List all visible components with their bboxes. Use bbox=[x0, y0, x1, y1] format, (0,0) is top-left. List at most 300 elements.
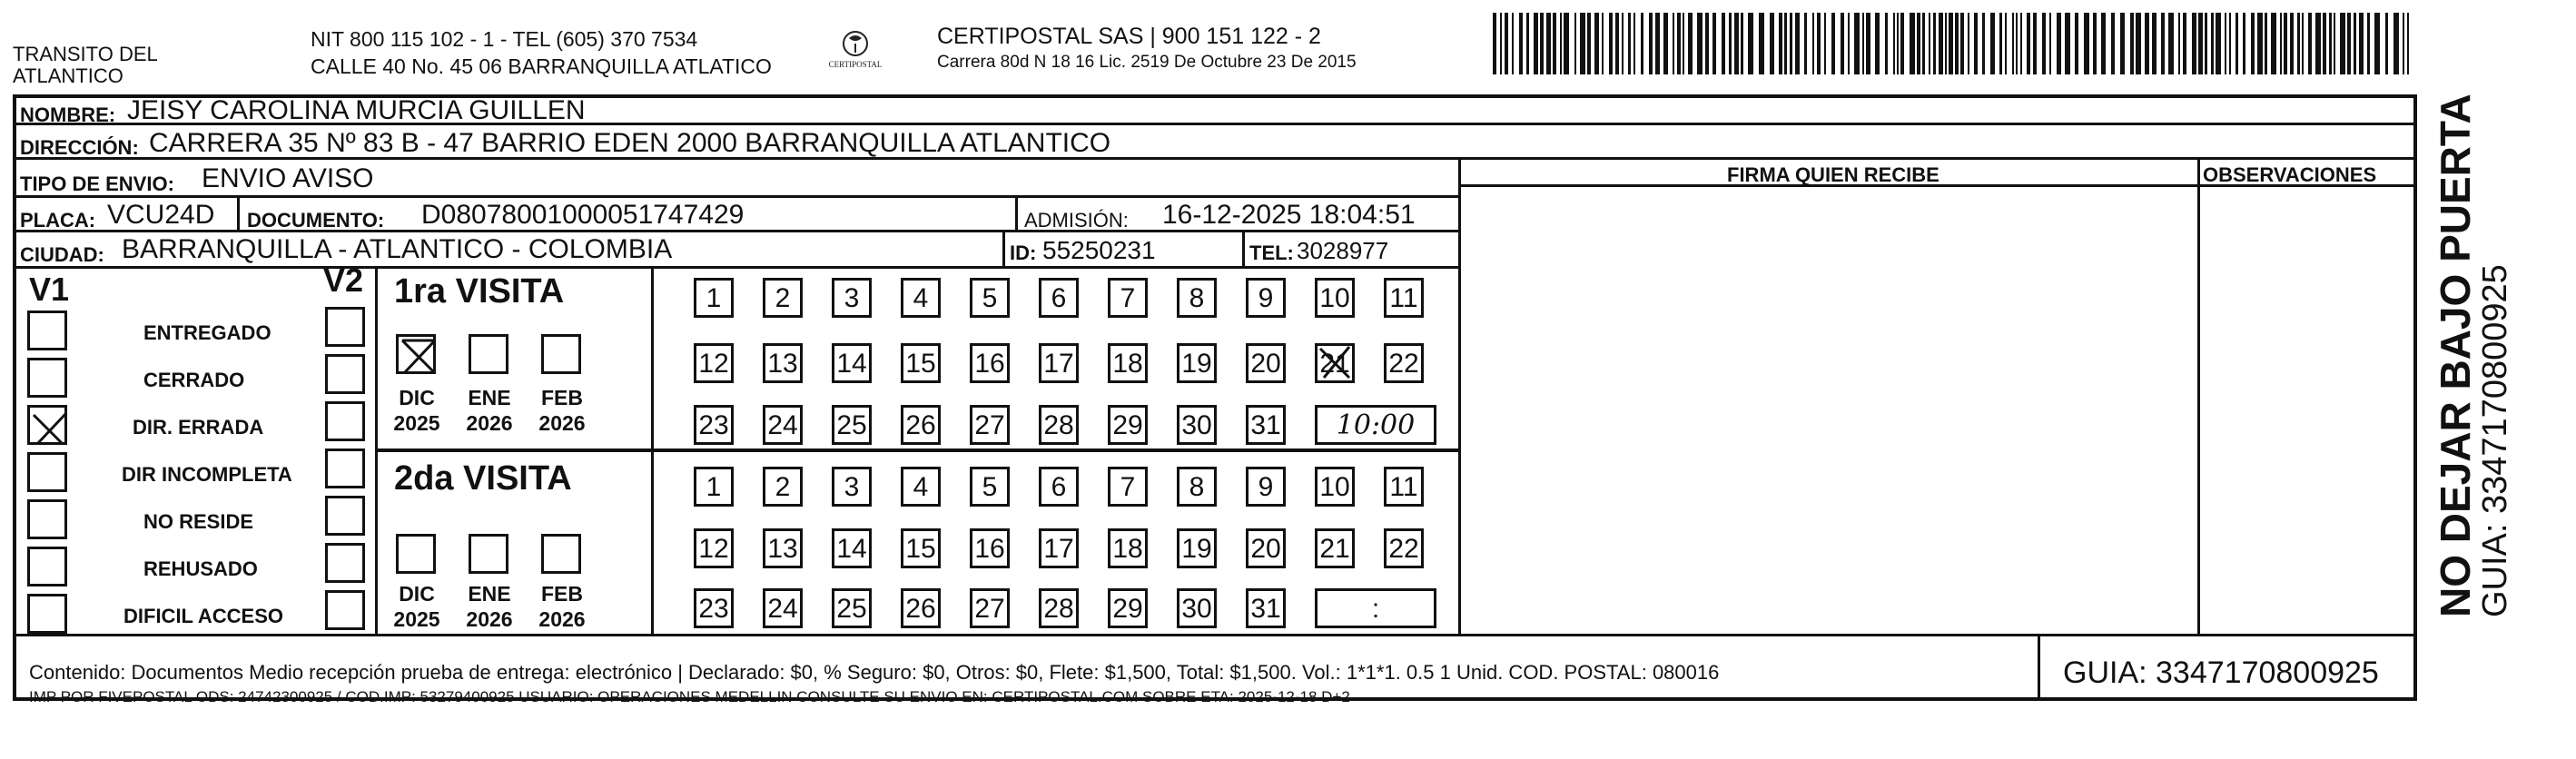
barcode-bar bbox=[2075, 13, 2078, 74]
barcode-bar bbox=[2280, 13, 2282, 74]
barcode-bar bbox=[2093, 13, 2097, 74]
barcode-bar bbox=[1790, 13, 1792, 74]
day-box[interactable]: 26 bbox=[901, 405, 941, 445]
month-name: FEB bbox=[541, 582, 583, 606]
placa-value: VCU24D bbox=[107, 200, 215, 230]
barcode-bar bbox=[2284, 13, 2287, 74]
month-name: ENE bbox=[468, 386, 511, 409]
barcode-bar bbox=[1534, 13, 1538, 74]
day-box[interactable]: 4 bbox=[901, 467, 941, 507]
month-checkbox[interactable] bbox=[469, 334, 508, 374]
barcode-bar bbox=[2216, 13, 2221, 74]
barcode-bar bbox=[2120, 13, 2125, 74]
placa-row bbox=[16, 198, 1458, 232]
barcode-bar bbox=[1609, 13, 1613, 74]
day-box[interactable]: 2 bbox=[763, 278, 803, 318]
status-label: NO RESIDE bbox=[143, 510, 254, 533]
barcode-bar bbox=[1560, 13, 1562, 74]
v2-checkbox[interactable] bbox=[325, 401, 365, 441]
month-label bbox=[530, 385, 594, 436]
certipostal-logo-icon bbox=[815, 27, 895, 78]
time-box[interactable]: : bbox=[1315, 588, 1436, 628]
barcode-bar bbox=[2271, 13, 2276, 74]
day-box[interactable]: 28 bbox=[1039, 405, 1079, 445]
barcode-bar bbox=[1841, 13, 1844, 74]
barcode-bar bbox=[2302, 13, 2304, 74]
barcode-bar bbox=[2340, 13, 2345, 74]
visit-1-months bbox=[378, 269, 654, 452]
admision-label: ADMISIÓN: bbox=[1024, 209, 1129, 232]
barcode-bar bbox=[1854, 13, 1860, 74]
barcode-bar bbox=[1922, 13, 1925, 74]
issuer-name bbox=[13, 44, 158, 87]
barcode-bar bbox=[1602, 13, 1604, 74]
visit-2-title: 2da VISITA bbox=[394, 459, 572, 498]
barcode-bar bbox=[2183, 13, 2186, 74]
barcode-bar bbox=[2257, 13, 2263, 74]
footer-divider bbox=[16, 634, 2413, 636]
v2-checkbox[interactable] bbox=[325, 543, 365, 583]
day-box[interactable]: 9 bbox=[1246, 467, 1286, 507]
barcode-bar bbox=[2329, 13, 2332, 74]
barcode-bar bbox=[1505, 13, 1508, 74]
barcode-bar bbox=[1628, 13, 1631, 74]
barcode-bar bbox=[2229, 13, 2231, 74]
day-box[interactable]: 15 bbox=[901, 528, 941, 568]
visit-1 bbox=[378, 269, 1458, 452]
day-box[interactable]: 12 bbox=[694, 343, 734, 383]
day-box[interactable]: 11 bbox=[1384, 467, 1424, 507]
day-box[interactable]: 20 bbox=[1246, 343, 1286, 383]
barcode-bar bbox=[1553, 13, 1556, 74]
barcode-bar bbox=[1824, 13, 1826, 74]
barcode-bar bbox=[2334, 13, 2335, 74]
guia-footer: GUIA: 3347170800925 bbox=[2063, 656, 2379, 690]
barcode-bar bbox=[1784, 13, 1787, 74]
visit-2 bbox=[378, 452, 1458, 634]
barcode-bar bbox=[2323, 13, 2326, 74]
tipo-row bbox=[16, 160, 1458, 198]
day-number: 21 bbox=[1319, 349, 1350, 379]
signature-area[interactable] bbox=[1461, 187, 2197, 634]
day-box[interactable]: 29 bbox=[1108, 405, 1148, 445]
barcode-bar bbox=[1649, 13, 1653, 74]
barcode bbox=[1493, 13, 2410, 74]
tel-divider bbox=[1242, 232, 1245, 269]
day-box[interactable]: 31 bbox=[1246, 588, 1286, 628]
barcode-bar bbox=[1641, 13, 1643, 74]
barcode-bar bbox=[2243, 13, 2245, 74]
delivery-form bbox=[13, 94, 2417, 705]
placa-divider bbox=[237, 198, 240, 232]
barcode-bar bbox=[1546, 13, 1551, 74]
day-box[interactable]: 2 bbox=[763, 467, 803, 507]
month-checkbox[interactable] bbox=[396, 534, 436, 574]
barcode-bar bbox=[2211, 13, 2214, 74]
direccion-value: CARRERA 35 Nº 83 B - 47 BARRIO EDEN 2000 BARRANQUILLA ATLANTICO bbox=[149, 128, 1111, 158]
barcode-bar bbox=[1705, 13, 1709, 74]
barcode-bar bbox=[2251, 13, 2255, 74]
barcode-bar bbox=[2354, 13, 2356, 74]
barcode-bar bbox=[1673, 13, 1674, 74]
nombre-row bbox=[16, 95, 2413, 126]
barcode-bar bbox=[2012, 13, 2014, 74]
barcode-bar bbox=[1712, 13, 1716, 74]
id-divider bbox=[1002, 232, 1005, 269]
day-box[interactable]: 11 bbox=[1384, 278, 1424, 318]
month-year: 2026 bbox=[466, 411, 513, 435]
day-box[interactable]: 1 bbox=[694, 467, 734, 507]
barcode-bar bbox=[1945, 13, 1947, 74]
barcode-bar bbox=[1574, 13, 1576, 74]
month-label bbox=[458, 581, 521, 632]
admision-divider bbox=[1015, 198, 1018, 232]
barcode-bar bbox=[1655, 13, 1660, 74]
observaciones-label: OBSERVACIONES bbox=[2203, 163, 2377, 186]
barcode-bar bbox=[2049, 13, 2051, 74]
barcode-bar bbox=[1929, 13, 1930, 74]
barcode-bar bbox=[1917, 13, 1920, 74]
barcode-bar bbox=[1663, 13, 1668, 74]
month-checkbox[interactable] bbox=[396, 334, 436, 374]
issuer-name-line1: TRANSITO DEL bbox=[13, 43, 158, 65]
observations-area[interactable] bbox=[2200, 187, 2413, 634]
month-year: 2026 bbox=[466, 607, 513, 631]
barcode-bar bbox=[2161, 13, 2165, 74]
barcode-bar bbox=[1683, 13, 1684, 74]
barcode-bar bbox=[1848, 13, 1850, 74]
barcode-bar bbox=[1893, 13, 1895, 74]
barcode-bar bbox=[2027, 13, 2030, 74]
day-box[interactable]: 24 bbox=[763, 588, 803, 628]
barcode-bar bbox=[1734, 13, 1739, 74]
barcode-bar bbox=[1862, 13, 1864, 74]
day-box[interactable]: 30 bbox=[1177, 588, 1217, 628]
v1-checkbox[interactable] bbox=[27, 547, 67, 586]
barcode-bar bbox=[1741, 13, 1743, 74]
day-box[interactable]: 16 bbox=[970, 343, 1010, 383]
month-checkbox[interactable] bbox=[469, 534, 508, 574]
direccion-label: DIRECCIÓN: bbox=[20, 136, 139, 159]
day-box[interactable]: 14 bbox=[832, 343, 872, 383]
barcode-bar bbox=[1759, 13, 1764, 74]
tel-label: TEL: bbox=[1249, 242, 1294, 264]
side-text bbox=[2432, 94, 2514, 617]
v1-label: V1 bbox=[29, 271, 70, 308]
day-box[interactable]: 23 bbox=[694, 405, 734, 445]
month-year: 2025 bbox=[393, 607, 440, 631]
barcode-bar bbox=[1999, 13, 2002, 74]
imp-line: IMP POR FIVEPOSTAL ODS: 24742300925 / COD.IMP: 53279400925 USUARIO: OPERACIONES MEDELLIN CONSULTE SU ENVIO EN: CERTIPOSTAL.COM SOBRE ETA: 2025-12-18 D+2 bbox=[29, 688, 1350, 705]
time-box[interactable]: 10:00 bbox=[1315, 405, 1436, 445]
barcode-bar bbox=[1779, 13, 1782, 74]
month-name: FEB bbox=[541, 386, 583, 409]
barcode-bar bbox=[2403, 13, 2404, 74]
day-box[interactable]: 6 bbox=[1039, 278, 1079, 318]
day-box[interactable]: 27 bbox=[970, 588, 1010, 628]
v2-checkbox[interactable] bbox=[325, 448, 365, 488]
barcode-bar bbox=[2101, 13, 2106, 74]
barcode-bar bbox=[1875, 13, 1880, 74]
month-year: 2026 bbox=[538, 607, 586, 631]
barcode-bar bbox=[2374, 13, 2380, 74]
courier-license: Carrera 80d N 18 16 Lic. 2519 De Octubre 23 De 2015 bbox=[937, 53, 1357, 72]
tel-value: 3028977 bbox=[1297, 237, 1389, 264]
barcode-bar bbox=[2347, 13, 2351, 74]
month-label bbox=[385, 385, 449, 436]
barcode-bar bbox=[2152, 13, 2157, 74]
id-value: 55250231 bbox=[1042, 236, 1156, 264]
barcode-bar bbox=[1622, 13, 1624, 74]
barcode-bar bbox=[2192, 13, 2196, 74]
barcode-bar bbox=[2033, 13, 2037, 74]
day-box[interactable]: 27 bbox=[970, 405, 1010, 445]
barcode-bar bbox=[1866, 13, 1870, 74]
issuer-name-line2: ATLANTICO bbox=[13, 64, 123, 87]
day-box[interactable]: 25 bbox=[832, 405, 872, 445]
visits-panel bbox=[378, 269, 1458, 634]
barcode-bar bbox=[1688, 13, 1693, 74]
barcode-bar bbox=[1540, 13, 1544, 74]
barcode-bar bbox=[2005, 13, 2007, 74]
barcode-bar bbox=[1885, 13, 1888, 74]
barcode-bar bbox=[2385, 13, 2388, 74]
day-box[interactable]: 25 bbox=[832, 588, 872, 628]
barcode-bar bbox=[1748, 13, 1753, 74]
month-checkbox[interactable] bbox=[541, 334, 581, 374]
day-box[interactable] bbox=[1315, 343, 1355, 383]
month-name: ENE bbox=[468, 582, 511, 606]
month-label bbox=[530, 581, 594, 632]
barcode-bar bbox=[2042, 13, 2046, 74]
admision-value: 16-12-2025 18:04:51 bbox=[1162, 200, 1416, 230]
day-box[interactable]: 23 bbox=[694, 588, 734, 628]
visit-2-months bbox=[378, 452, 654, 634]
barcode-bar bbox=[1817, 13, 1821, 74]
barcode-bar bbox=[1512, 13, 1514, 74]
v2-checkbox[interactable] bbox=[325, 496, 365, 536]
svg-text:CERTIPOSTAL: CERTIPOSTAL bbox=[828, 60, 883, 69]
barcode-bar bbox=[1795, 13, 1800, 74]
barcode-bar bbox=[2297, 13, 2300, 74]
barcode-bar bbox=[2359, 13, 2364, 74]
day-box[interactable]: 24 bbox=[763, 405, 803, 445]
v1-checkbox[interactable] bbox=[27, 452, 67, 492]
day-box[interactable]: 14 bbox=[832, 528, 872, 568]
barcode-bar bbox=[2145, 13, 2149, 74]
day-box[interactable]: 3 bbox=[832, 467, 872, 507]
v1-checkbox[interactable] bbox=[27, 594, 67, 634]
day-box[interactable]: 15 bbox=[901, 343, 941, 383]
nombre-value: JEISY CAROLINA MURCIA GUILLEN bbox=[127, 95, 586, 125]
barcode-bar bbox=[1580, 13, 1585, 74]
barcode-icon bbox=[1493, 13, 2410, 74]
barcode-bar bbox=[2290, 13, 2294, 74]
visit-1-title: 1ra VISITA bbox=[394, 272, 565, 310]
status-label: DIR INCOMPLETA bbox=[122, 463, 292, 486]
day-box[interactable]: 5 bbox=[970, 467, 1010, 507]
barcode-bar bbox=[2205, 13, 2207, 74]
v1-checkbox[interactable] bbox=[27, 405, 67, 445]
v1-checkbox[interactable] bbox=[27, 358, 67, 398]
barcode-bar bbox=[1831, 13, 1835, 74]
v1-checkbox[interactable] bbox=[27, 499, 67, 539]
day-box[interactable]: 19 bbox=[1177, 528, 1217, 568]
month-name: DIC bbox=[399, 582, 435, 606]
day-box[interactable]: 22 bbox=[1384, 528, 1424, 568]
barcode-bar bbox=[2168, 13, 2174, 74]
barcode-bar bbox=[1982, 13, 1985, 74]
day-box[interactable]: 7 bbox=[1108, 278, 1148, 318]
status-panel bbox=[16, 261, 378, 634]
barcode-bar bbox=[1633, 13, 1635, 74]
day-box[interactable]: 17 bbox=[1039, 343, 1079, 383]
certipostal-logo bbox=[815, 27, 895, 78]
barcode-bar bbox=[1526, 13, 1529, 74]
ciudad-row bbox=[16, 232, 1458, 269]
month-label bbox=[458, 385, 521, 436]
barcode-bar bbox=[1564, 13, 1569, 74]
day-box[interactable]: 10 bbox=[1315, 278, 1355, 318]
day-box[interactable]: 22 bbox=[1384, 343, 1424, 383]
day-box[interactable]: 26 bbox=[901, 588, 941, 628]
day-box[interactable]: 6 bbox=[1039, 467, 1079, 507]
barcode-bar bbox=[1493, 13, 1496, 74]
direccion-row bbox=[16, 125, 2413, 160]
day-box[interactable]: 31 bbox=[1246, 405, 1286, 445]
barcode-bar bbox=[2265, 13, 2267, 74]
status-label: ENTREGADO bbox=[143, 321, 271, 344]
ciudad-value: BARRANQUILLA - ATLANTICO - COLOMBIA bbox=[122, 234, 673, 264]
v2-checkbox[interactable] bbox=[325, 354, 365, 394]
month-year: 2026 bbox=[538, 411, 586, 435]
firma-header bbox=[1458, 160, 2413, 187]
barcode-bar bbox=[1955, 13, 1959, 74]
barcode-bar bbox=[2407, 13, 2409, 74]
side-guia: GUIA: 3347170800925 bbox=[2476, 264, 2514, 617]
courier-name: CERTIPOSTAL SAS | 900 151 122 - 2 bbox=[937, 24, 1321, 49]
v2-label: V2 bbox=[323, 261, 364, 299]
barcode-bar bbox=[2130, 13, 2134, 74]
barcode-bar bbox=[1677, 13, 1681, 74]
barcode-bar bbox=[1974, 13, 1978, 74]
check-mark-icon bbox=[399, 337, 439, 377]
v2-checkbox[interactable] bbox=[325, 590, 365, 630]
barcode-bar bbox=[1960, 13, 1964, 74]
barcode-bar bbox=[1910, 13, 1915, 74]
v1-checkbox[interactable] bbox=[27, 310, 67, 350]
day-box[interactable]: 5 bbox=[970, 278, 1010, 318]
barcode-bar bbox=[2315, 13, 2321, 74]
day-box[interactable]: 29 bbox=[1108, 588, 1148, 628]
day-box[interactable]: 7 bbox=[1108, 467, 1148, 507]
day-box[interactable]: 19 bbox=[1177, 343, 1217, 383]
month-label bbox=[385, 581, 449, 632]
documento-label: DOCUMENTO: bbox=[247, 209, 385, 232]
barcode-bar bbox=[1770, 13, 1774, 74]
check-mark-icon bbox=[30, 408, 70, 448]
firma-label: FIRMA QUIEN RECIBE bbox=[1727, 163, 1939, 186]
v2-checkbox[interactable] bbox=[325, 307, 365, 347]
day-box[interactable]: 20 bbox=[1246, 528, 1286, 568]
day-box[interactable]: 18 bbox=[1108, 528, 1148, 568]
barcode-bar bbox=[2111, 13, 2115, 74]
day-box[interactable]: 18 bbox=[1108, 343, 1148, 383]
barcode-bar bbox=[1587, 13, 1591, 74]
day-box[interactable]: 17 bbox=[1039, 528, 1079, 568]
issuer-nit: NIT 800 115 102 - 1 - TEL (605) 370 7534 bbox=[311, 27, 698, 51]
day-box[interactable]: 3 bbox=[832, 278, 872, 318]
day-box[interactable]: 4 bbox=[901, 278, 941, 318]
barcode-bar bbox=[1615, 13, 1619, 74]
barcode-bar bbox=[1939, 13, 1943, 74]
month-name: DIC bbox=[399, 386, 435, 409]
barcode-bar bbox=[2178, 13, 2180, 74]
status-label: DIFICIL ACCESO bbox=[123, 605, 284, 627]
day-box[interactable]: 16 bbox=[970, 528, 1010, 568]
day-box[interactable]: 28 bbox=[1039, 588, 1079, 628]
day-box[interactable]: 30 bbox=[1177, 405, 1217, 445]
nombre-label: NOMBRE: bbox=[20, 104, 116, 126]
barcode-bar bbox=[2057, 13, 2061, 74]
day-box[interactable]: 13 bbox=[763, 343, 803, 383]
barcode-bar bbox=[2225, 13, 2226, 74]
barcode-bar bbox=[1500, 13, 1502, 74]
barcode-bar bbox=[1990, 13, 1995, 74]
day-box[interactable]: 21 bbox=[1315, 528, 1355, 568]
day-box[interactable]: 10 bbox=[1315, 467, 1355, 507]
barcode-bar bbox=[1594, 13, 1599, 74]
placa-label: PLACA: bbox=[20, 209, 96, 232]
barcode-bar bbox=[2020, 13, 2022, 74]
tipo-value: ENVIO AVISO bbox=[202, 163, 374, 193]
barcode-bar bbox=[1968, 13, 1969, 74]
barcode-bar bbox=[2065, 13, 2070, 74]
day-box[interactable]: 13 bbox=[763, 528, 803, 568]
barcode-bar bbox=[2393, 13, 2399, 74]
day-box[interactable]: 9 bbox=[1246, 278, 1286, 318]
day-box[interactable]: 8 bbox=[1177, 467, 1217, 507]
day-box[interactable]: 1 bbox=[694, 278, 734, 318]
day-box[interactable]: 8 bbox=[1177, 278, 1217, 318]
barcode-bar bbox=[2235, 13, 2238, 74]
barcode-bar bbox=[2084, 13, 2089, 74]
barcode-bar bbox=[2198, 13, 2203, 74]
status-label: DIR. ERRADA bbox=[133, 416, 264, 439]
day-box[interactable]: 12 bbox=[694, 528, 734, 568]
ciudad-label: CIUDAD: bbox=[20, 243, 104, 266]
barcode-bar bbox=[2136, 13, 2141, 74]
id-label: ID: bbox=[1010, 242, 1037, 264]
barcode-bar bbox=[2016, 13, 2018, 74]
side-warning: NO DEJAR BAJO PUERTA bbox=[2432, 94, 2479, 617]
barcode-bar bbox=[1900, 13, 1904, 74]
barcode-bar bbox=[1519, 13, 1523, 74]
barcode-bar bbox=[1697, 13, 1703, 74]
barcode-bar bbox=[1933, 13, 1936, 74]
guia-divider bbox=[2038, 636, 2040, 701]
barcode-bar bbox=[1722, 13, 1725, 74]
status-label: CERRADO bbox=[143, 369, 245, 391]
documento-value: D08078001000051747429 bbox=[421, 200, 745, 230]
month-year: 2025 bbox=[393, 411, 440, 435]
issuer-address: CALLE 40 No. 45 06 BARRANQUILLA ATLATICO bbox=[311, 54, 772, 78]
month-checkbox[interactable] bbox=[541, 534, 581, 574]
barcode-bar bbox=[1897, 13, 1899, 74]
barcode-bar bbox=[2308, 13, 2312, 74]
barcode-bar bbox=[1804, 13, 1807, 74]
barcode-bar bbox=[1812, 13, 1814, 74]
